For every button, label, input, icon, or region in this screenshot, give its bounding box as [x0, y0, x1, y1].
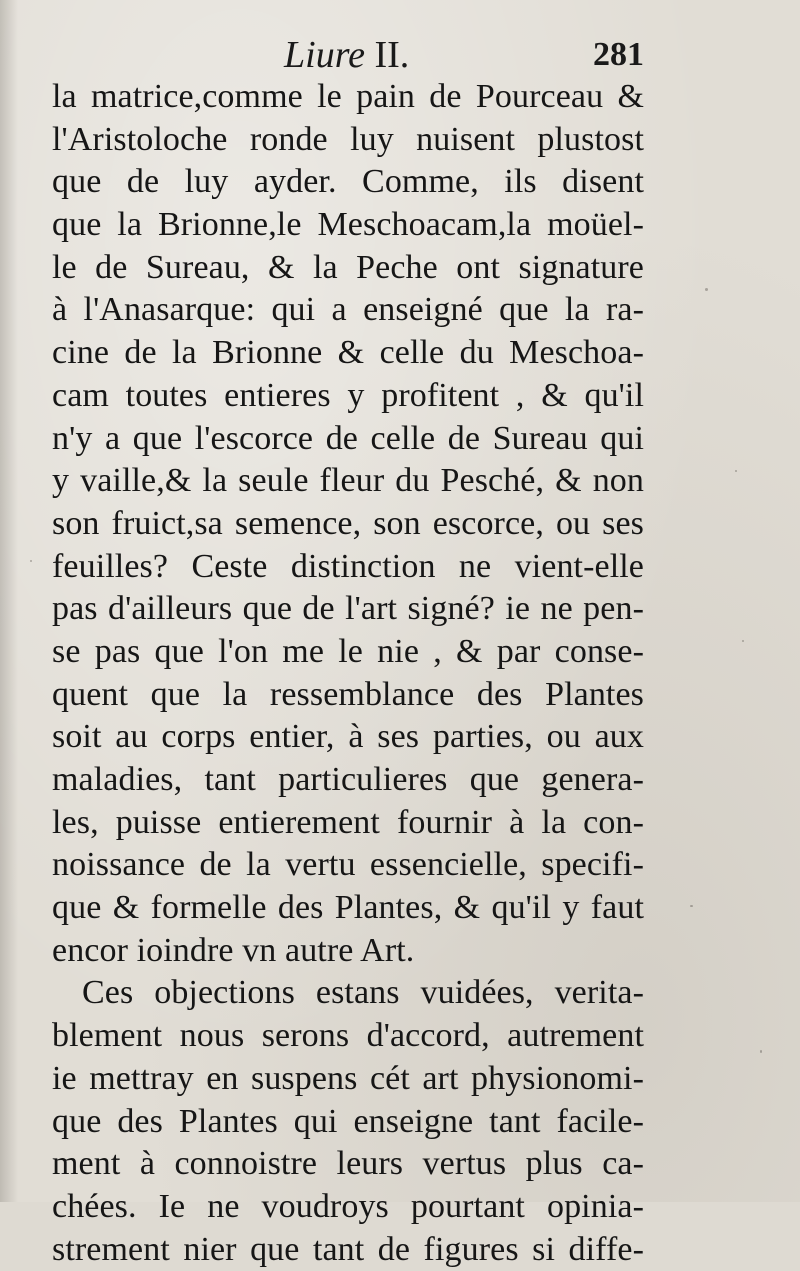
text-line: que la Brionne,le Meschoacam,la moüel-: [52, 206, 644, 244]
text-line: quent que la ressemblance des Plantes: [52, 675, 644, 713]
text-line: blement nous serons d'accord, autrement: [52, 1017, 644, 1055]
text-line: ment à connoistre leurs vertus plus ca-: [52, 1145, 644, 1183]
text-line: que des Plantes qui enseigne tant facile-: [52, 1102, 644, 1140]
text-line: que de luy ayder. Comme, ils disent: [52, 163, 644, 201]
text-line: maladies, tant particulieres que genera-: [52, 761, 644, 798]
text-line: se pas que l'on me le nie , & par conse-: [52, 632, 644, 670]
text-line: pas d'ailleurs que de l'art signé? ie ne pen-: [52, 590, 644, 628]
body-text: [52, 76, 644, 1271]
text-line: à l'Anasarque: qui a enseigné que la ra-: [52, 291, 644, 329]
text-line: les, puisse entierement fournir à la con-: [52, 803, 644, 841]
text-line: chées. Ie ne voudroys pourtant opinia-: [52, 1187, 644, 1225]
paragraph-end-line: encor ioindre vn autre Art.: [52, 931, 415, 969]
text-line: feuilles? Ceste distinction ne vient-elle: [52, 547, 644, 585]
running-head-italic: Liure: [284, 34, 365, 76]
text-line: cam toutes entieres y profitent , & qu'il: [52, 376, 644, 414]
text-line: n'y a que l'escorce de celle de Sureau qui: [52, 419, 644, 457]
text-line: la matrice,comme le pain de Pourceau &: [52, 78, 644, 115]
text-line: y vaille,& la seule fleur du Pesché, & non: [52, 462, 644, 500]
text-line: ie mettray en suspens cét art physionomi-: [52, 1059, 644, 1097]
text-line: son fruict,sa semence, son escorce, ou ses: [52, 504, 644, 542]
page-header: [52, 30, 644, 80]
text-line: noissance de la vertu essencielle, specifi-: [52, 846, 644, 884]
running-head-numeral: II.: [364, 34, 410, 76]
text-line: soit au corps entier, à ses parties, ou aux: [52, 718, 644, 756]
text-line: l'Aristoloche ronde luy nuisent plustost: [52, 120, 644, 158]
running-head: [284, 30, 409, 80]
text-line: que & formelle des Plantes, & qu'il y faut: [52, 889, 644, 927]
text-line: cine de la Brionne & celle du Meschoa-: [52, 334, 644, 372]
text-line: le de Sureau, & la Peche ont signature: [52, 248, 644, 286]
gutter-shadow: [0, 0, 18, 1202]
text-line: strement nier que tant de figures si diffe-: [52, 1230, 644, 1268]
page-number: 281: [593, 36, 644, 73]
paragraph-start-line: Ces objections estans vuidées, verita-: [82, 974, 644, 1012]
